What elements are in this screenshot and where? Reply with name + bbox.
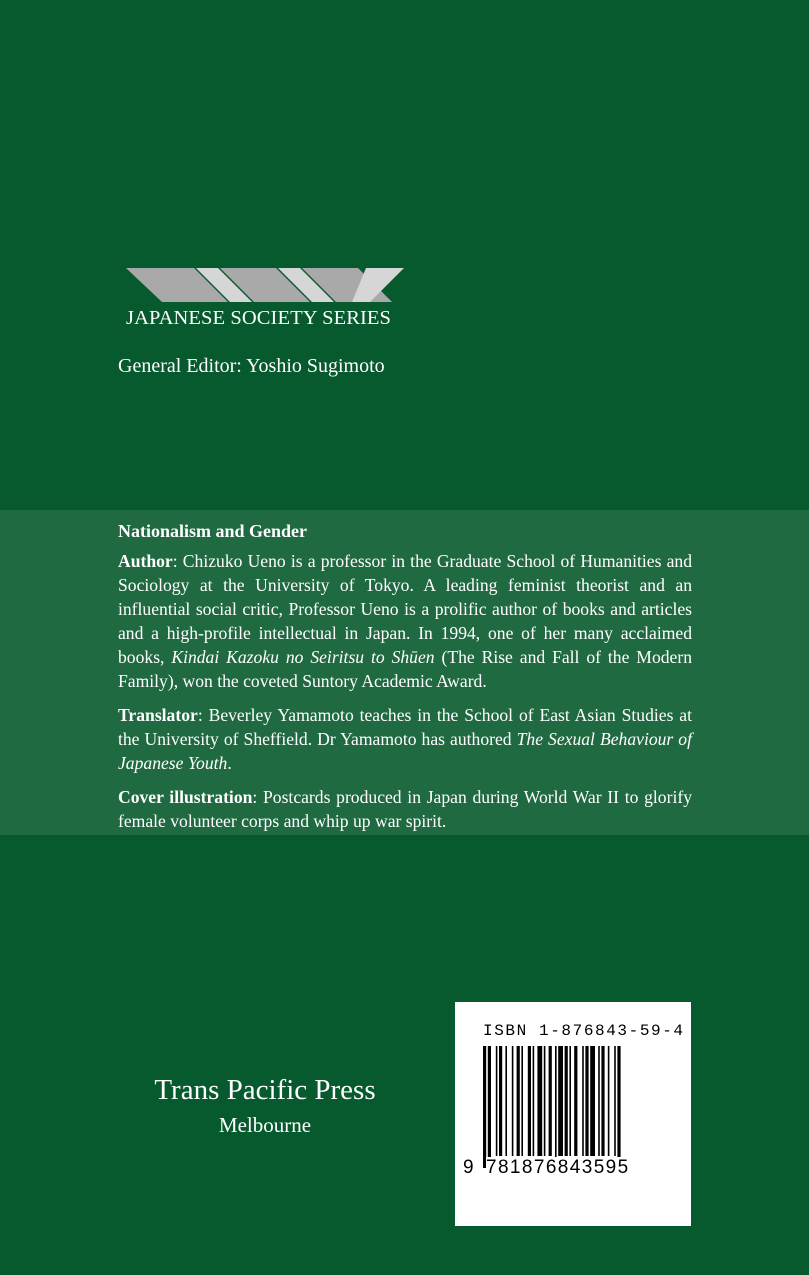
barcode-digits: 781876843595	[486, 1157, 670, 1179]
author-paragraph	[118, 549, 692, 693]
barcode-bar	[585, 1046, 588, 1156]
barcode-bar	[608, 1046, 610, 1156]
barcode-bar	[512, 1046, 514, 1156]
barcode-bars	[483, 1046, 667, 1168]
barcode-bar	[574, 1046, 577, 1156]
author-text-2: (The Rise and Fall of the Modern Family), won the coveted Suntory Academic Award.	[118, 647, 692, 691]
barcode-bar	[517, 1046, 520, 1156]
barcode-bar	[555, 1046, 557, 1168]
author-text-1: : Chizuko Ueno is a professor in the Graduate School of Humanities and Sociology at the University of Tokyo. A leading feminist theorist and an influential social critic, Professor Ueno is a prolific author of books and articles and a high-profile intellectual in Japan. In 1994, one of her many acclaimed books,	[118, 551, 692, 667]
book-title: Nationalism and Gender	[118, 521, 308, 541]
translator-text-end: .	[227, 753, 232, 773]
barcode-bar	[488, 1046, 491, 1168]
barcode-bar	[528, 1046, 531, 1156]
series-name: JAPANESE SOCIETY SERIES	[126, 307, 392, 329]
barcode-bar	[558, 1046, 563, 1156]
book-info-panel	[0, 510, 809, 835]
isbn-barcode	[455, 1002, 691, 1226]
general-editor: General Editor: Yoshio Sugimoto	[118, 355, 385, 377]
barcode-bar	[601, 1046, 604, 1156]
cover-text: : Postcards produced in Japan during World War II to glorify female volunteer corps and whip up war spirit.	[118, 787, 692, 831]
barcode-bar	[565, 1046, 568, 1156]
barcode-bar	[537, 1046, 542, 1156]
barcode-bar	[614, 1046, 616, 1156]
barcode-bar	[549, 1046, 552, 1156]
isbn-label: ISBN 1-876843-59-4	[483, 1022, 685, 1040]
series-logo	[126, 268, 406, 304]
publisher-name: Trans Pacific Press	[154, 1074, 376, 1106]
translator-text: : Beverley Yamamoto teaches in the School of East Asian Studies at the University of Sheffield. Dr Yamamoto has authored	[118, 705, 692, 749]
barcode-bar	[544, 1046, 546, 1156]
author-book-title: Kindai Kazoku no Seiritsu to Shūen	[171, 647, 435, 667]
barcode-bar	[598, 1046, 600, 1156]
author-label: Author	[118, 551, 173, 571]
barcode-bar	[499, 1046, 502, 1156]
barcode-bar	[582, 1046, 584, 1156]
barcode-bar	[617, 1046, 620, 1168]
barcode-bar	[496, 1046, 498, 1156]
translator-label: Translator	[118, 705, 198, 725]
barcode-bar	[505, 1046, 507, 1156]
publisher-city: Melbourne	[218, 1113, 312, 1137]
barcode-bar	[521, 1046, 523, 1156]
translator-paragraph	[118, 703, 692, 775]
cover-paragraph	[118, 785, 692, 833]
barcode-bar	[483, 1046, 486, 1168]
barcode-bar	[569, 1046, 571, 1156]
translator-book-title: The Sexual Behaviour of Japanese Youth	[118, 729, 692, 773]
barcode-first-digit: 9	[463, 1157, 474, 1178]
book-info-text	[118, 519, 692, 843]
barcode-bar	[590, 1046, 595, 1156]
cover-label: Cover illustration	[118, 787, 253, 807]
barcode-bar	[533, 1046, 535, 1156]
